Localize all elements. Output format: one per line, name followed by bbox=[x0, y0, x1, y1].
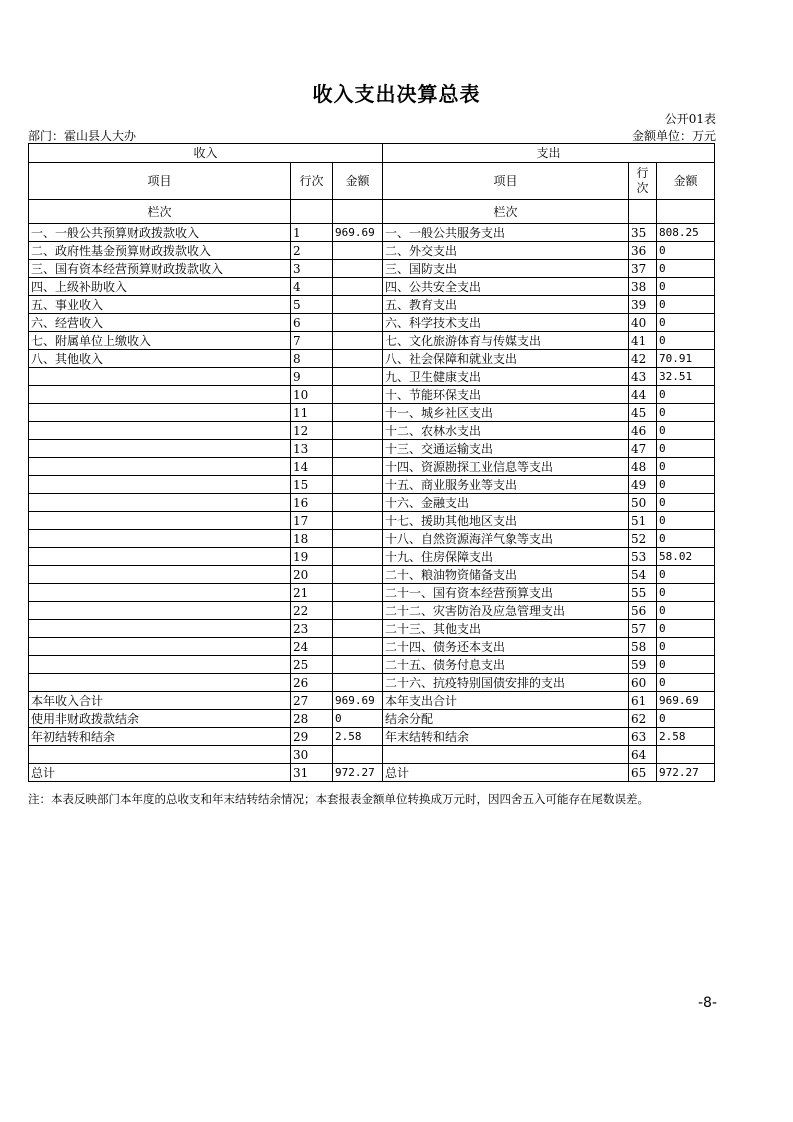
income-amount-cell bbox=[333, 296, 383, 314]
income-amount-cell: 0 bbox=[333, 710, 383, 728]
page-title: 收入支出决算总表 bbox=[312, 82, 481, 106]
expense-rowno-cell: 53 bbox=[629, 548, 657, 566]
income-amount-cell bbox=[333, 656, 383, 674]
expense-rowno-cell: 52 bbox=[629, 530, 657, 548]
expense-amount-cell: 0 bbox=[657, 404, 715, 422]
table-row bbox=[29, 584, 715, 602]
expense-rowno-cell: 50 bbox=[629, 494, 657, 512]
expense-rowno-cell: 62 bbox=[629, 710, 657, 728]
income-item-cell: 总计 bbox=[29, 764, 291, 782]
table-row bbox=[29, 332, 715, 350]
income-rowno-cell: 12 bbox=[291, 422, 333, 440]
expense-rowno-cell: 58 bbox=[629, 638, 657, 656]
expense-item-cell: 二十、粮油物资储备支出 bbox=[383, 566, 629, 584]
income-rowno-cell: 5 bbox=[291, 296, 333, 314]
income-amount-cell bbox=[333, 242, 383, 260]
expense-rowno-cell: 55 bbox=[629, 584, 657, 602]
income-item-cell: 使用非财政拨款结余 bbox=[29, 710, 291, 728]
expense-item-cell: 十五、商业服务业等支出 bbox=[383, 476, 629, 494]
table-row bbox=[29, 530, 715, 548]
expense-amount-cell: 969.69 bbox=[657, 692, 715, 710]
expense-rowno-cell: 57 bbox=[629, 620, 657, 638]
table-row bbox=[29, 494, 715, 512]
income-amount-cell bbox=[333, 548, 383, 566]
expense-item-cell: 十、节能环保支出 bbox=[383, 386, 629, 404]
income-item-cell bbox=[29, 386, 291, 404]
expense-amount-cell: 0 bbox=[657, 314, 715, 332]
expense-rowno-cell: 41 bbox=[629, 332, 657, 350]
expense-amount-cell: 0 bbox=[657, 422, 715, 440]
expense-amount-cell: 972.27 bbox=[657, 764, 715, 782]
expense-rowno-cell: 51 bbox=[629, 512, 657, 530]
income-rowno-cell: 11 bbox=[291, 404, 333, 422]
income-item-cell bbox=[29, 530, 291, 548]
table-body bbox=[29, 144, 715, 782]
income-rowno-cell: 21 bbox=[291, 584, 333, 602]
expense-rowno-cell: 63 bbox=[629, 728, 657, 746]
income-rowno-cell: 26 bbox=[291, 674, 333, 692]
income-rowno-cell: 14 bbox=[291, 458, 333, 476]
income-rowno-cell: 17 bbox=[291, 512, 333, 530]
income-rowno-cell: 20 bbox=[291, 566, 333, 584]
income-amount-cell bbox=[333, 260, 383, 278]
income-rowno-header: 行次 bbox=[291, 163, 333, 200]
expense-item-cell: 十七、援助其他地区支出 bbox=[383, 512, 629, 530]
income-rowno-cell: 24 bbox=[291, 638, 333, 656]
expense-amount-cell: 0 bbox=[657, 674, 715, 692]
amount-unit-label: 金额单位：万元 bbox=[631, 129, 716, 143]
income-amount-cell bbox=[333, 674, 383, 692]
income-rowno-cell: 18 bbox=[291, 530, 333, 548]
income-item-cell: 二、政府性基金预算财政拨款收入 bbox=[29, 242, 291, 260]
income-item-cell: 四、上级补助收入 bbox=[29, 278, 291, 296]
income-rowno-cell: 16 bbox=[291, 494, 333, 512]
income-amount-cell bbox=[333, 584, 383, 602]
expense-amount-header: 金额 bbox=[657, 163, 715, 200]
expense-item-cell: 十一、城乡社区支出 bbox=[383, 404, 629, 422]
page-number: -8- bbox=[697, 995, 717, 1011]
expense-item-header: 项目 bbox=[383, 163, 629, 200]
expense-item-cell: 总计 bbox=[383, 764, 629, 782]
expense-item-cell: 十九、住房保障支出 bbox=[383, 548, 629, 566]
expense-amount-cell: 0 bbox=[657, 530, 715, 548]
income-lanci-label: 栏次 bbox=[29, 200, 291, 224]
income-item-cell bbox=[29, 458, 291, 476]
expense-rowno-cell: 46 bbox=[629, 422, 657, 440]
table-row bbox=[29, 512, 715, 530]
expense-rowno-cell: 64 bbox=[629, 746, 657, 764]
expense-item-cell: 十二、农林水支出 bbox=[383, 422, 629, 440]
income-rowno-cell: 9 bbox=[291, 368, 333, 386]
income-item-cell bbox=[29, 602, 291, 620]
expense-rowno-cell: 38 bbox=[629, 278, 657, 296]
income-item-cell bbox=[29, 512, 291, 530]
table-row bbox=[29, 674, 715, 692]
income-rowno-cell: 25 bbox=[291, 656, 333, 674]
income-expense-table bbox=[28, 143, 715, 782]
expense-amount-cell: 0 bbox=[657, 296, 715, 314]
expense-item-cell: 十三、交通运输支出 bbox=[383, 440, 629, 458]
expense-amount-cell: 808.25 bbox=[657, 224, 715, 242]
expense-rowno-cell: 35 bbox=[629, 224, 657, 242]
expense-amount-cell: 2.58 bbox=[657, 728, 715, 746]
table-row bbox=[29, 566, 715, 584]
expense-item-cell: 四、公共安全支出 bbox=[383, 278, 629, 296]
income-item-cell bbox=[29, 584, 291, 602]
table-row bbox=[29, 296, 715, 314]
income-amount-cell bbox=[333, 350, 383, 368]
income-item-cell bbox=[29, 440, 291, 458]
expense-item-cell: 二十三、其他支出 bbox=[383, 620, 629, 638]
income-amount-cell bbox=[333, 494, 383, 512]
expense-amount-cell: 0 bbox=[657, 710, 715, 728]
income-item-cell bbox=[29, 620, 291, 638]
expense-lanci-label: 栏次 bbox=[383, 200, 629, 224]
income-item-cell bbox=[29, 548, 291, 566]
table-row bbox=[29, 404, 715, 422]
income-amount-cell bbox=[333, 602, 383, 620]
income-rowno-cell: 22 bbox=[291, 602, 333, 620]
expense-item-cell: 结余分配 bbox=[383, 710, 629, 728]
income-item-cell: 本年收入合计 bbox=[29, 692, 291, 710]
expense-item-cell bbox=[383, 746, 629, 764]
expense-item-cell: 二十二、灾害防治及应急管理支出 bbox=[383, 602, 629, 620]
income-item-cell bbox=[29, 746, 291, 764]
income-amount-cell bbox=[333, 530, 383, 548]
expense-rowno-cell: 59 bbox=[629, 656, 657, 674]
income-amount-cell: 2.58 bbox=[333, 728, 383, 746]
expense-amount-cell: 0 bbox=[657, 278, 715, 296]
expense-item-cell: 十六、金融支出 bbox=[383, 494, 629, 512]
table-row bbox=[29, 260, 715, 278]
table-row bbox=[29, 548, 715, 566]
expense-rowno-cell: 61 bbox=[629, 692, 657, 710]
expense-rowno-header-char-2: 次 bbox=[636, 181, 649, 195]
expense-amount-cell: 0 bbox=[657, 602, 715, 620]
income-amount-cell bbox=[333, 386, 383, 404]
table-row bbox=[29, 638, 715, 656]
income-rowno-cell: 4 bbox=[291, 278, 333, 296]
table-row bbox=[29, 602, 715, 620]
expense-amount-cell: 0 bbox=[657, 656, 715, 674]
income-rowno-cell: 10 bbox=[291, 386, 333, 404]
income-rowno-cell: 29 bbox=[291, 728, 333, 746]
expense-rowno-cell: 47 bbox=[629, 440, 657, 458]
expense-rowno-cell: 56 bbox=[629, 602, 657, 620]
expense-rowno-cell: 40 bbox=[629, 314, 657, 332]
expense-item-cell: 年末结转和结余 bbox=[383, 728, 629, 746]
expense-item-cell: 本年支出合计 bbox=[383, 692, 629, 710]
table-row bbox=[29, 440, 715, 458]
expense-item-cell: 二十六、抗疫特别国债安排的支出 bbox=[383, 674, 629, 692]
income-amount-cell bbox=[333, 512, 383, 530]
income-item-header: 项目 bbox=[29, 163, 291, 200]
table-note: 注：本表反映部门本年度的总收支和年末结转结余情况；本套报表金额单位转换成万元时，因四舍五入可能存在尾数误差。 bbox=[28, 792, 649, 806]
income-item-cell bbox=[29, 674, 291, 692]
income-amount-cell bbox=[333, 404, 383, 422]
expense-amount-cell bbox=[657, 746, 715, 764]
income-rowno-cell: 6 bbox=[291, 314, 333, 332]
expense-item-cell: 三、国防支出 bbox=[383, 260, 629, 278]
expense-amount-cell: 0 bbox=[657, 458, 715, 476]
income-item-cell: 三、国有资本经营预算财政拨款收入 bbox=[29, 260, 291, 278]
income-item-cell: 一、一般公共预算财政拨款收入 bbox=[29, 224, 291, 242]
income-rowno-cell: 31 bbox=[291, 764, 333, 782]
table-row bbox=[29, 728, 715, 746]
income-amount-cell bbox=[333, 422, 383, 440]
income-item-cell bbox=[29, 404, 291, 422]
expense-item-cell: 二十四、债务还本支出 bbox=[383, 638, 629, 656]
expense-item-cell: 七、文化旅游体育与传媒支出 bbox=[383, 332, 629, 350]
expense-amount-cell: 0 bbox=[657, 494, 715, 512]
expense-rowno-header-char-1: 行 bbox=[636, 166, 649, 180]
expense-amount-cell: 0 bbox=[657, 242, 715, 260]
expense-amount-cell: 70.91 bbox=[657, 350, 715, 368]
income-item-cell: 六、经营收入 bbox=[29, 314, 291, 332]
expense-amount-cell: 0 bbox=[657, 566, 715, 584]
form-code: 公开01表 bbox=[664, 112, 716, 126]
income-lanci-amount bbox=[333, 200, 383, 224]
table-row bbox=[29, 764, 715, 782]
expense-section-header: 支出 bbox=[383, 144, 715, 163]
expense-item-cell: 五、教育支出 bbox=[383, 296, 629, 314]
income-rowno-cell: 2 bbox=[291, 242, 333, 260]
income-rowno-cell: 23 bbox=[291, 620, 333, 638]
section-header-row bbox=[29, 144, 715, 163]
table-row bbox=[29, 368, 715, 386]
income-amount-cell: 972.27 bbox=[333, 764, 383, 782]
expense-amount-cell: 0 bbox=[657, 620, 715, 638]
income-amount-cell bbox=[333, 620, 383, 638]
income-amount-cell bbox=[333, 746, 383, 764]
income-amount-cell bbox=[333, 368, 383, 386]
income-item-cell: 七、附属单位上缴收入 bbox=[29, 332, 291, 350]
expense-rowno-cell: 44 bbox=[629, 386, 657, 404]
expense-item-cell: 六、科学技术支出 bbox=[383, 314, 629, 332]
expense-rowno-cell: 45 bbox=[629, 404, 657, 422]
table-row bbox=[29, 656, 715, 674]
expense-amount-cell: 0 bbox=[657, 638, 715, 656]
expense-rowno-cell: 65 bbox=[629, 764, 657, 782]
income-amount-cell bbox=[333, 332, 383, 350]
expense-item-cell: 一、一般公共服务支出 bbox=[383, 224, 629, 242]
income-rowno-cell: 7 bbox=[291, 332, 333, 350]
expense-rowno-cell: 49 bbox=[629, 476, 657, 494]
income-item-cell bbox=[29, 368, 291, 386]
expense-rowno-cell: 39 bbox=[629, 296, 657, 314]
table-row bbox=[29, 620, 715, 638]
income-item-cell bbox=[29, 638, 291, 656]
income-amount-cell bbox=[333, 566, 383, 584]
table-row bbox=[29, 242, 715, 260]
expense-amount-cell: 0 bbox=[657, 260, 715, 278]
expense-rowno-cell: 36 bbox=[629, 242, 657, 260]
income-amount-cell bbox=[333, 638, 383, 656]
income-rowno-cell: 15 bbox=[291, 476, 333, 494]
income-amount-cell bbox=[333, 314, 383, 332]
expense-rowno-cell: 60 bbox=[629, 674, 657, 692]
expense-rowno-cell: 43 bbox=[629, 368, 657, 386]
expense-amount-cell: 0 bbox=[657, 440, 715, 458]
table-row bbox=[29, 386, 715, 404]
income-amount-header: 金额 bbox=[333, 163, 383, 200]
income-amount-cell bbox=[333, 476, 383, 494]
table-row bbox=[29, 422, 715, 440]
lanci-row bbox=[29, 200, 715, 224]
income-item-cell bbox=[29, 422, 291, 440]
expense-rowno-cell: 54 bbox=[629, 566, 657, 584]
expense-amount-cell: 32.51 bbox=[657, 368, 715, 386]
table-row bbox=[29, 746, 715, 764]
expense-item-cell: 九、卫生健康支出 bbox=[383, 368, 629, 386]
expense-lanci-amount bbox=[657, 200, 715, 224]
expense-rowno-header bbox=[629, 163, 657, 200]
expense-item-cell: 二十一、国有资本经营预算支出 bbox=[383, 584, 629, 602]
table-row bbox=[29, 458, 715, 476]
table-row bbox=[29, 476, 715, 494]
income-rowno-cell: 30 bbox=[291, 746, 333, 764]
income-amount-cell bbox=[333, 458, 383, 476]
income-rowno-cell: 28 bbox=[291, 710, 333, 728]
expense-rowno-cell: 42 bbox=[629, 350, 657, 368]
table-row bbox=[29, 350, 715, 368]
income-rowno-cell: 19 bbox=[291, 548, 333, 566]
income-item-cell: 年初结转和结余 bbox=[29, 728, 291, 746]
expense-lanci-rowno bbox=[629, 200, 657, 224]
income-amount-cell: 969.69 bbox=[333, 224, 383, 242]
income-rowno-cell: 1 bbox=[291, 224, 333, 242]
income-amount-cell bbox=[333, 440, 383, 458]
expense-amount-cell: 0 bbox=[657, 332, 715, 350]
income-item-cell bbox=[29, 566, 291, 584]
column-header-row bbox=[29, 163, 715, 200]
income-item-cell bbox=[29, 494, 291, 512]
expense-rowno-cell: 48 bbox=[629, 458, 657, 476]
income-item-cell bbox=[29, 656, 291, 674]
expense-item-cell: 八、社会保障和就业支出 bbox=[383, 350, 629, 368]
income-rowno-cell: 3 bbox=[291, 260, 333, 278]
table-row bbox=[29, 314, 715, 332]
expense-amount-cell: 0 bbox=[657, 512, 715, 530]
expense-item-cell: 二、外交支出 bbox=[383, 242, 629, 260]
income-rowno-cell: 13 bbox=[291, 440, 333, 458]
income-amount-cell: 969.69 bbox=[333, 692, 383, 710]
table-row bbox=[29, 692, 715, 710]
expense-item-cell: 十八、自然资源海洋气象等支出 bbox=[383, 530, 629, 548]
income-item-cell: 五、事业收入 bbox=[29, 296, 291, 314]
income-item-cell bbox=[29, 476, 291, 494]
expense-amount-cell: 58.02 bbox=[657, 548, 715, 566]
expense-item-cell: 十四、资源勘探工业信息等支出 bbox=[383, 458, 629, 476]
expense-rowno-cell: 37 bbox=[629, 260, 657, 278]
income-section-header: 收入 bbox=[29, 144, 383, 163]
table-row bbox=[29, 224, 715, 242]
table-row bbox=[29, 710, 715, 728]
expense-amount-cell: 0 bbox=[657, 386, 715, 404]
income-rowno-cell: 27 bbox=[291, 692, 333, 710]
expense-item-cell: 二十五、债务付息支出 bbox=[383, 656, 629, 674]
expense-amount-cell: 0 bbox=[657, 476, 715, 494]
income-rowno-cell: 8 bbox=[291, 350, 333, 368]
department-label: 部门：霍山县人大办 bbox=[28, 129, 137, 143]
expense-amount-cell: 0 bbox=[657, 584, 715, 602]
table-row bbox=[29, 278, 715, 296]
income-item-cell: 八、其他收入 bbox=[29, 350, 291, 368]
income-lanci-rowno bbox=[291, 200, 333, 224]
income-amount-cell bbox=[333, 278, 383, 296]
